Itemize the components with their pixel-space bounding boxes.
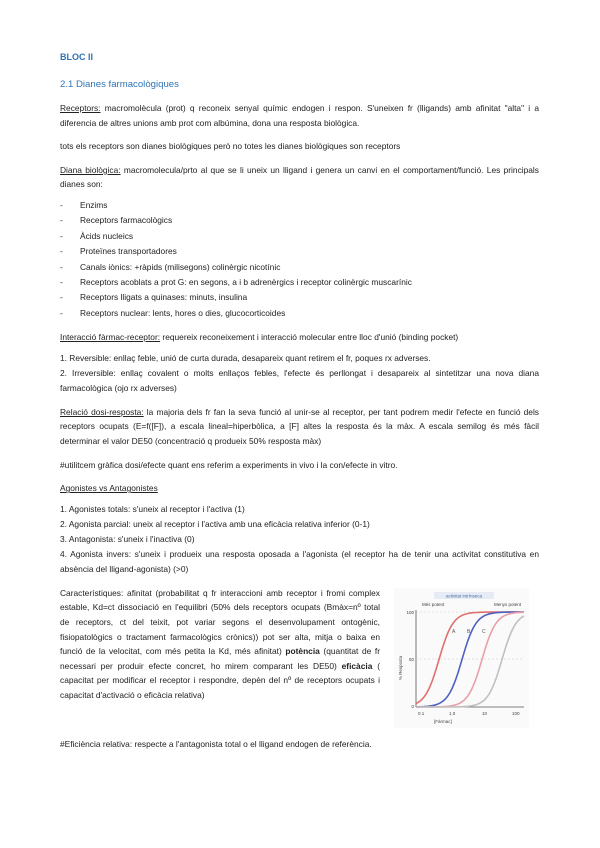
caracteristiques-block	[60, 586, 539, 728]
list-item: 2. Irreversible: enllaç covalent o molts enllaços febles, l'efecte és perllongat i desapareix al sintetitzar una nova diana farmacològica (ojo rx adverses)	[60, 367, 539, 393]
x-tick-100: 100	[512, 710, 520, 716]
interaccio-text: requereix reconeixement i interacció molecular entre lloc d'unió (binding pocket)	[160, 332, 459, 343]
diana-term: Diana biològica:	[60, 164, 121, 175]
list-item: 1. Agonistes totals: s'uneix al receptor i l'activa (1)	[60, 503, 245, 514]
list-item: - Receptors farmacològics	[60, 213, 539, 228]
curve-b-label: B	[467, 628, 471, 635]
list-item: 2. Agonista parcial: uneix al receptor i l'activa amb una eficàcia relativa inferior (0-1)	[60, 518, 370, 529]
curve-a-label: A	[452, 628, 456, 635]
x-tick-1.0: 1.0	[449, 710, 456, 716]
targets-note: tots els receptors son dianes biològiques però no totes les dianes biològiques son receptors	[60, 141, 401, 152]
y-tick-50: 50	[408, 656, 414, 662]
agonistes-list	[60, 502, 539, 577]
interaccio-paragraph	[60, 330, 539, 345]
list-item: - Àcids nucleics	[60, 229, 539, 244]
caracteristiques-lead: Característiques:	[60, 587, 128, 598]
x-tick-10: 10	[482, 710, 488, 716]
receptors-paragraph	[60, 101, 539, 130]
dosi-text: la majoria dels fr fan la seva funció al unir-se al receptor, per tant podrem medir l'efecte en funció dels receptors ocupats (E=f([F]), a escala lineal=hiperbòlica, a [F] altes la resposta és la màx. A escala semilog és més fàcil determinar el valor DE50 (concentració q produeix 50% resposta màx)	[60, 406, 539, 446]
x-tick-0.1: 0.1	[418, 710, 425, 716]
curve-c-label: C	[482, 628, 486, 635]
diana-paragraph	[60, 163, 539, 192]
list-item: - Receptors acoblats a prot G: en segons, a i b adrenèrgics i receptor colinèrgic muscarínic	[60, 275, 539, 290]
less-potent-label: Menys potent	[494, 601, 522, 607]
afinitat-text: (probabilitat q fr interaccioni amb receptor i fromi complex estable, Kd=ct dissociació en l'equilibri (50% dels receptors ocupats (Bmàx=nº total de receptors, ct del teixit, pot variar segons el desenvolupament ontogènic, fisiopatològics o tractament farmacològics crònics)) pot ser alta, mitja o baixa en funció de la velocitat, com més petita la Kd, més afinitat)	[60, 587, 380, 657]
x-axis-label: [Fàrmac]	[434, 718, 452, 724]
potencia-label: potència	[285, 646, 320, 657]
list-item: 3. Antagonista: s'uneix i l'inactiva (0)	[60, 533, 195, 544]
y-tick-100: 100	[406, 609, 414, 615]
diana-text: macromolecula/prto al que se li uneix un lligand i genera un canvi en el comportament/funció. Les principals dianes son:	[60, 164, 539, 190]
list-item: - Canals iònics: +ràpids (milisegons) colinèrgic nicotínic	[60, 260, 539, 275]
receptors-text: macromolècula (prot) q reconeix senyal químic endogen i respon. S'uneixen fr (lligands) amb afinitat "alta" i a diferencia de altres unions amb prot com albúmina, dona una resposta biològica.	[60, 103, 539, 128]
more-potent-label: Més potent	[422, 601, 445, 607]
y-tick-0: 0	[411, 703, 414, 709]
dosi-paragraph	[60, 405, 539, 449]
list-item: 1. Reversible: enllaç feble, unió de curta durada, desapareix quant retirem el fr, poques rx adverses.	[60, 352, 431, 363]
list-item: - Receptors nuclear: lents, hores o dies, glucocorticoides	[60, 306, 539, 321]
list-item: - Receptors lligats a quinases: minuts, insulina	[60, 290, 539, 305]
document-page	[60, 52, 539, 751]
eficacia-label: eficàcia	[341, 660, 373, 671]
receptors-term: Receptors:	[60, 103, 101, 113]
caracteristiques-paragraph	[60, 586, 380, 703]
grafica-note: #utilitcem gràfica dosi/efecte quant ens referim a experiments in vivo i la con/efecte in vitro.	[60, 459, 398, 470]
dose-response-figure	[394, 588, 529, 728]
interaccio-term: Interacció fàrmac-receptor:	[60, 332, 161, 343]
activity-label: activitat intrínseca	[445, 593, 483, 599]
list-item: - Proteïnes transportadores	[60, 244, 539, 259]
list-item: - Enzims	[60, 198, 539, 213]
section-title: 2.1 Dianes farmacològiques	[60, 79, 179, 90]
afinitat-label: afinitat	[127, 587, 152, 598]
interaccio-list	[60, 351, 539, 396]
eficacia-text: ( capacitat per modificar el receptor i respondre, depèn del nº de receptors ocupats i capacitat d'activació o eficàcia relativa)	[60, 660, 380, 700]
y-axis-label: % Resposta	[398, 655, 403, 680]
list-item: 4. Agonista invers: s'uneix i produeix una resposta oposada a l'agonista (el receptor ha de tenir una activitat constitutiva en absència del lligand-agonista) (>0)	[60, 548, 539, 574]
agonistes-title: Agonistes vs Antagonistes	[60, 483, 158, 494]
bloc-heading: BLOC II	[60, 52, 93, 62]
dosi-term: Relació dosi-resposta:	[60, 406, 144, 417]
potencia-text: (quantitat de fr necessari per produir efecte concret, ho mirem comparant les DE50)	[60, 646, 380, 671]
diana-list	[60, 198, 539, 321]
eficiencia-note: #Eficiència relativa: respecte a l'antagonista total o el lligand endogen de referència.	[60, 738, 372, 749]
